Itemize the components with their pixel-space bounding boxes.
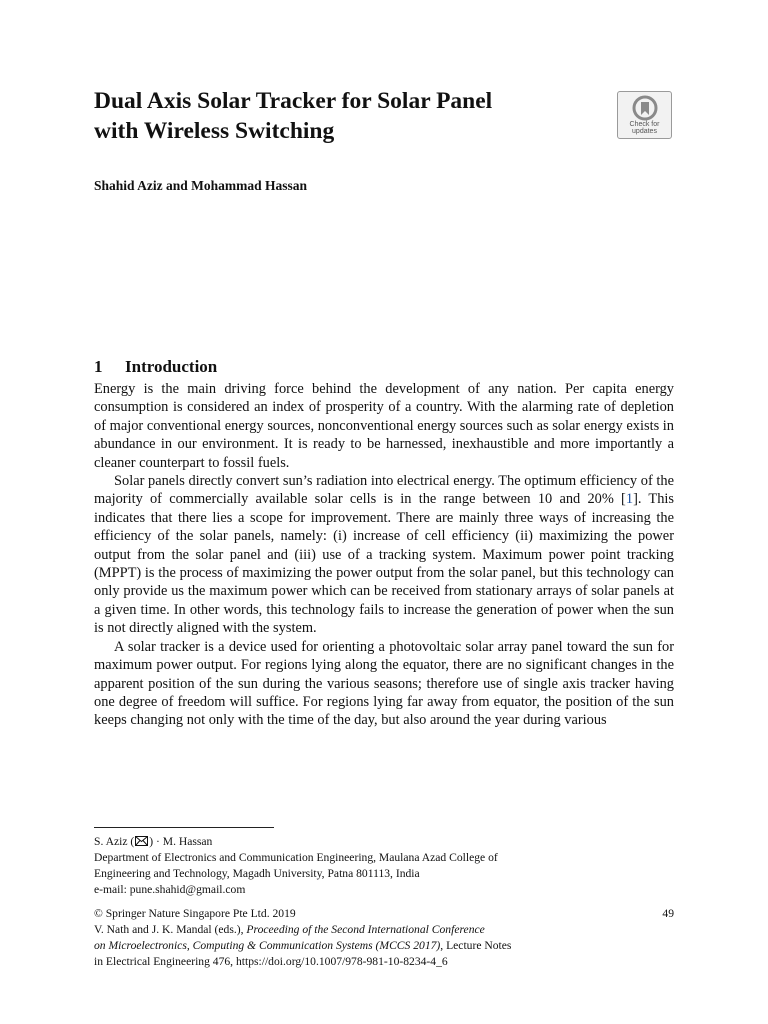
paper-title (94, 86, 594, 146)
paragraph-2 (94, 472, 674, 638)
check-for-updates-badge[interactable] (617, 91, 672, 139)
copyright-block (94, 906, 674, 970)
footnote-affiliation-line-2: Engineering and Technology, Magadh University, Patna 801113, India (94, 867, 420, 880)
footnote-author-1: S. Aziz ( (94, 835, 135, 848)
footnote-divider (94, 827, 274, 828)
footnote-author-2: ) · M. Hassan (149, 835, 213, 848)
footnote-authors (94, 834, 674, 850)
section-number: 1 (94, 357, 103, 377)
author-footnote (94, 834, 674, 898)
paper-title-line-1: Dual Axis Solar Tracker for Solar Panel (94, 88, 493, 114)
footnote-email: e-mail: pune.shahid@gmail.com (94, 883, 246, 896)
proceedings-title-part-1: Proceeding of the Second International Conference (246, 923, 485, 936)
author-list: Shahid Aziz and Mohammad Hassan (94, 178, 308, 193)
series-name: , Lecture Notes (440, 939, 512, 952)
copyright-line-1: © Springer Nature Singapore Pte Ltd. 2019 (94, 907, 296, 920)
badge-label (618, 121, 671, 135)
paragraph-2-text-end: ]. This indicates that there lies a scope for improvement. There are mainly three ways of increasing the efficiency of the solar panels, namely: (i) increase of cell efficiency (ii) maximizing the power output from the solar panel and (iii) use of a tracking system. Maximum power point tracking (MPPT) is the process of maximizing the power output from the solar panel, but this technology can only provide us the maximum power which can be received from stationary arrays of solar panels at a given time. In other words, this technology fails to increase the generation of power when the sun is not directly aligned with the system. (94, 491, 674, 637)
envelope-icon (135, 836, 148, 846)
paper-title-line-2: with Wireless Switching (94, 118, 335, 144)
editors: V. Nath and J. K. Mandal (eds.), (94, 923, 247, 936)
section-heading (94, 356, 217, 378)
copyright-line-3 (94, 938, 674, 954)
paragraph-3: A solar tracker is a device used for orienting a photovoltaic solar array panel toward the sun for maximum power output. For regions lying along the equator, there are no significant changes in the apparent position of the sun during the various seasons; therefore use of single axis tracker having one degree of freedom will suffice. For regions lying far away from equator, the position of the sun keeps changing not only with the time of the day, but also around the year during various (94, 638, 674, 729)
section-title: Introduction (125, 357, 218, 377)
crossmark-icon (632, 95, 658, 121)
body-text (94, 380, 674, 730)
badge-label-line-1: Check for (629, 121, 660, 128)
citation-link-1[interactable]: 1 (625, 491, 634, 508)
badge-label-line-2: updates (632, 128, 657, 135)
footnote-affiliation-line-1: Department of Electronics and Communication Engineering, Maulana Azad College of (94, 851, 498, 864)
copyright-line-4: in Electrical Engineering 476, https://doi.org/10.1007/978-981-10-8234-4_6 (94, 955, 448, 968)
paragraph-2-text-start: Solar panels directly convert sun’s radiation into electrical energy. The optimum efficiency of the majority of commercially available solar cells is in the range between 10 and 20% [ (94, 473, 674, 508)
paragraph-1: Energy is the main driving force behind the development of any nation. Per capita energy consumption is considered an index of prosperity of a country. With the alarming rate of depletion of major conventional energy sources, nonconventional energy sources such as solar energy exists in abundance in our environment. It is ready to be harnessed, inexhaustible and more importantly a cleaner counterpart to fossil fuels. (94, 381, 674, 471)
proceedings-title-part-2: on Microelectronics, Computing & Communication Systems (MCCS 2017) (94, 939, 441, 952)
copyright-line-2 (94, 922, 674, 938)
page-number: 49 (662, 907, 674, 920)
